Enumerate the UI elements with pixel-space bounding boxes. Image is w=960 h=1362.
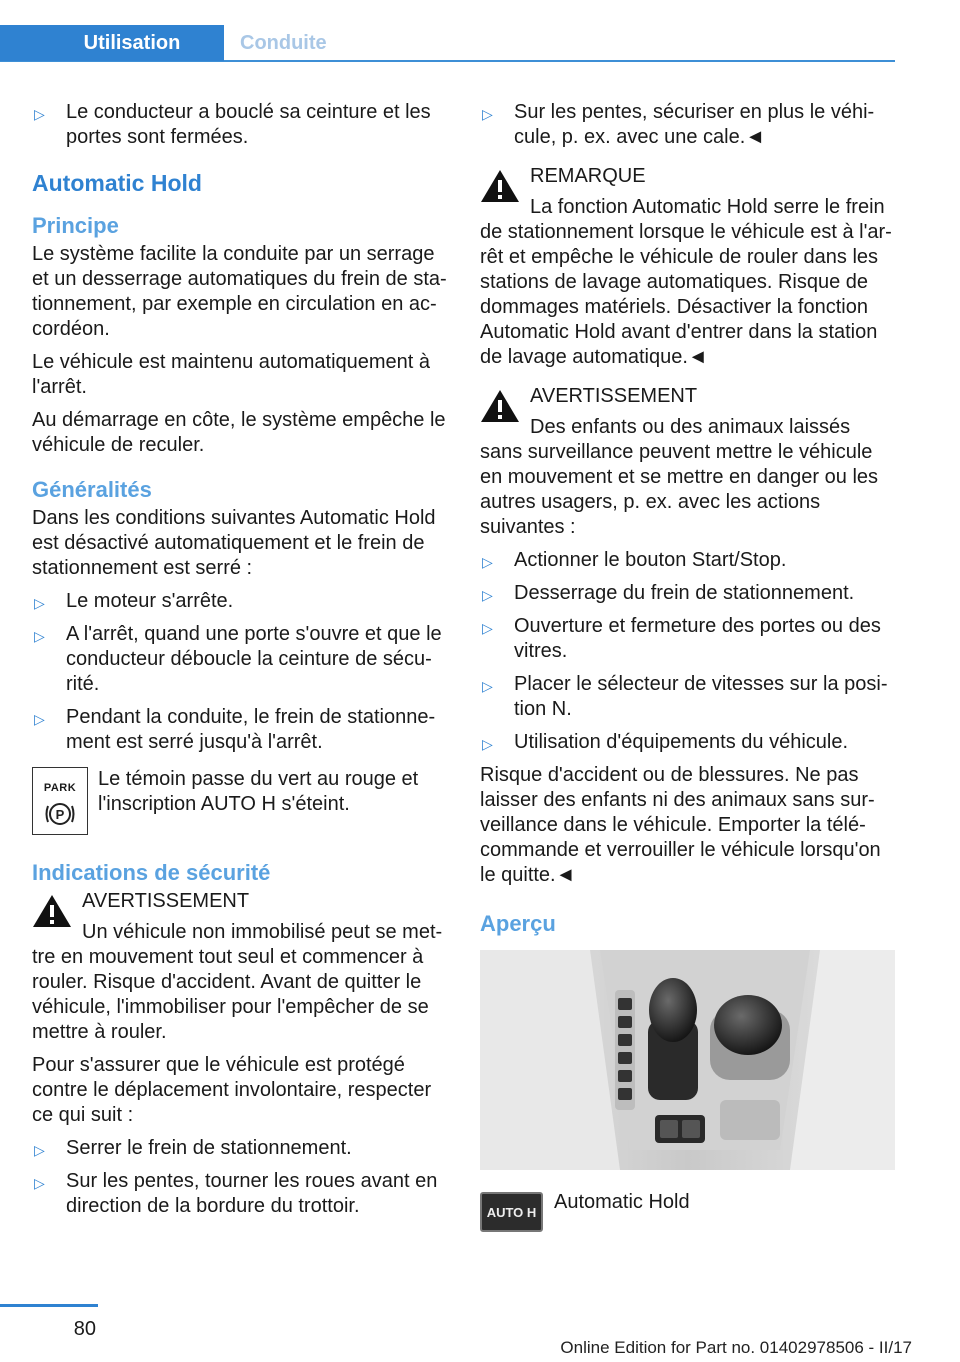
warning-text: Des enfants ou des animaux laissés sans surveillance peuvent mettre le véhicule en mouvement et se mettre en danger ou les autres usagers, p. ex. avec les actions suivantes : <box>480 416 879 538</box>
list-item: ▷ Le conducteur a bouclé sa ceinture et les portes sont fermées. <box>34 101 431 148</box>
triangle-bullet-icon: ▷ <box>482 678 493 694</box>
list-item: ▷ Ouverture et fermeture des portes ou des vitres. <box>482 615 881 662</box>
triangle-bullet-icon: ▷ <box>34 106 45 122</box>
warning-title: AVERTISSEMENT <box>530 385 698 407</box>
header-tabbar <box>0 25 895 62</box>
warning-block <box>480 384 895 540</box>
warning-block <box>32 889 447 1045</box>
list-item: ▷ Serrer le frein de stationnement. <box>32 1136 447 1161</box>
paragraph: Au démarrage en côte, le système empêche le véhicule de reculer. <box>32 409 446 456</box>
park-indicator-note: PARK P Le témoin passe du vert au rouge et l'inscription AUTO H s'éteint. <box>32 767 447 835</box>
warning-title: AVERTISSEMENT <box>82 890 250 912</box>
paragraph: Dans les conditions suivantes Automatic Hold est désactivé automatiquement et le frein de stationnement est serré : <box>32 507 436 579</box>
tab-conduite[interactable]: Conduite <box>240 31 327 54</box>
paragraph: Pour s'assurer que le véhicule est protégé contre le déplacement involontaire, respecter ce qui suit : <box>32 1054 432 1126</box>
triangle-bullet-icon: ▷ <box>482 620 493 636</box>
list-item: ▷ Sur les pentes, tourner les roues avant en direction de la bordure du trottoir. <box>34 1170 438 1217</box>
list-item: ▷ Pendant la conduite, le frein de stationnement est serré jusqu'à l'arrêt. <box>34 706 436 753</box>
footer-divider <box>0 1304 98 1307</box>
triangle-bullet-icon: ▷ <box>34 595 45 611</box>
list-item: ▷ Desserrage du frein de stationnement. <box>480 581 895 606</box>
triangle-bullet-icon: ▷ <box>482 736 493 752</box>
warning-triangle-icon <box>480 388 520 424</box>
center-console-photo <box>480 950 895 1170</box>
edition-text: Online Edition for Part no. 01402978506 - II/17 <box>560 1338 912 1357</box>
subsection-title-securite: Indications de sécurité <box>32 860 271 885</box>
auto-hold-legend: AUTO H Automatic Hold <box>480 1190 895 1230</box>
warning-text: Un véhicule non immobilisé peut se mettre en mouvement tout seul et commencer à rouler. Risque d'accident. Avant de quitter le véhicule, l'immobiliser pour l'empêcher de se mettre à rouler. <box>32 921 443 1043</box>
list-item: ▷ Utilisation d'équipements du véhicule. <box>480 730 895 755</box>
center-console-illustration <box>480 950 895 1170</box>
warning-triangle-icon <box>32 893 72 929</box>
left-column <box>32 100 447 1227</box>
paragraph: Le système facilite la conduite par un serrage et un desserrage automatiques du frein de stationnement, par exemple en circulation en accordéon. <box>32 243 447 340</box>
paragraph: Le véhicule est maintenu automatiquement à l'arrêt. <box>32 351 431 398</box>
triangle-bullet-icon: ▷ <box>34 628 45 644</box>
list-item: ▷ Placer le sélecteur de vitesses sur la position N. <box>482 673 888 720</box>
remarque-text: La fonction Automatic Hold serre le frein de stationnement lorsque le véhicule est à l'arrêt et empêche le véhicule de rouler dans les stations de lavage automatiques. Risque de dommages matériels. Désactiver la fonction Automatic Hold avant d'entrer dans la station de lavage automatique.◄ <box>480 196 892 368</box>
triangle-bullet-icon: ▷ <box>34 711 45 727</box>
list-item: ▷ Actionner le bouton Start/Stop. <box>480 548 895 573</box>
list-item: ▷ A l'arrêt, quand une porte s'ouvre et que le conducteur déboucle la ceinture de sécurité. <box>34 623 442 695</box>
right-column <box>480 100 895 1230</box>
subsection-title-generalites: Généralités <box>32 477 152 502</box>
triangle-bullet-icon: ▷ <box>482 587 493 603</box>
auto-hold-button-icon: AUTO H <box>480 1192 543 1232</box>
warning-triangle-icon <box>480 168 520 204</box>
list-item: ▷ Sur les pentes, sécuriser en plus le véhicule, p. ex. avec une cale.◄ <box>482 101 875 148</box>
remarque-block <box>480 164 895 370</box>
svg-text:P: P <box>55 806 65 822</box>
park-brake-icon: PARK P <box>32 767 88 835</box>
subsection-title-principe: Principe <box>32 213 119 238</box>
tab-utilisation[interactable]: Utilisation <box>0 25 224 61</box>
paragraph: Risque d'accident ou de blessures. Ne pas laisser des enfants ni des animaux sans surveillance dans le véhicule. Emporter la télécommande et verrouiller le véhicule lorsqu'on le quitte.◄ <box>480 764 881 886</box>
triangle-bullet-icon: ▷ <box>482 554 493 570</box>
page-number: 80 <box>73 1318 96 1340</box>
remarque-title: REMARQUE <box>530 165 646 187</box>
park-circle-icon <box>45 801 75 827</box>
list-item: ▷ Le moteur s'arrête. <box>32 589 447 614</box>
subsection-title-apercu: Aperçu <box>480 911 556 936</box>
triangle-bullet-icon: ▷ <box>34 1142 45 1158</box>
triangle-bullet-icon: ▷ <box>34 1175 45 1191</box>
section-title-automatic-hold: Automatic Hold <box>32 170 202 196</box>
triangle-bullet-icon: ▷ <box>482 106 493 122</box>
